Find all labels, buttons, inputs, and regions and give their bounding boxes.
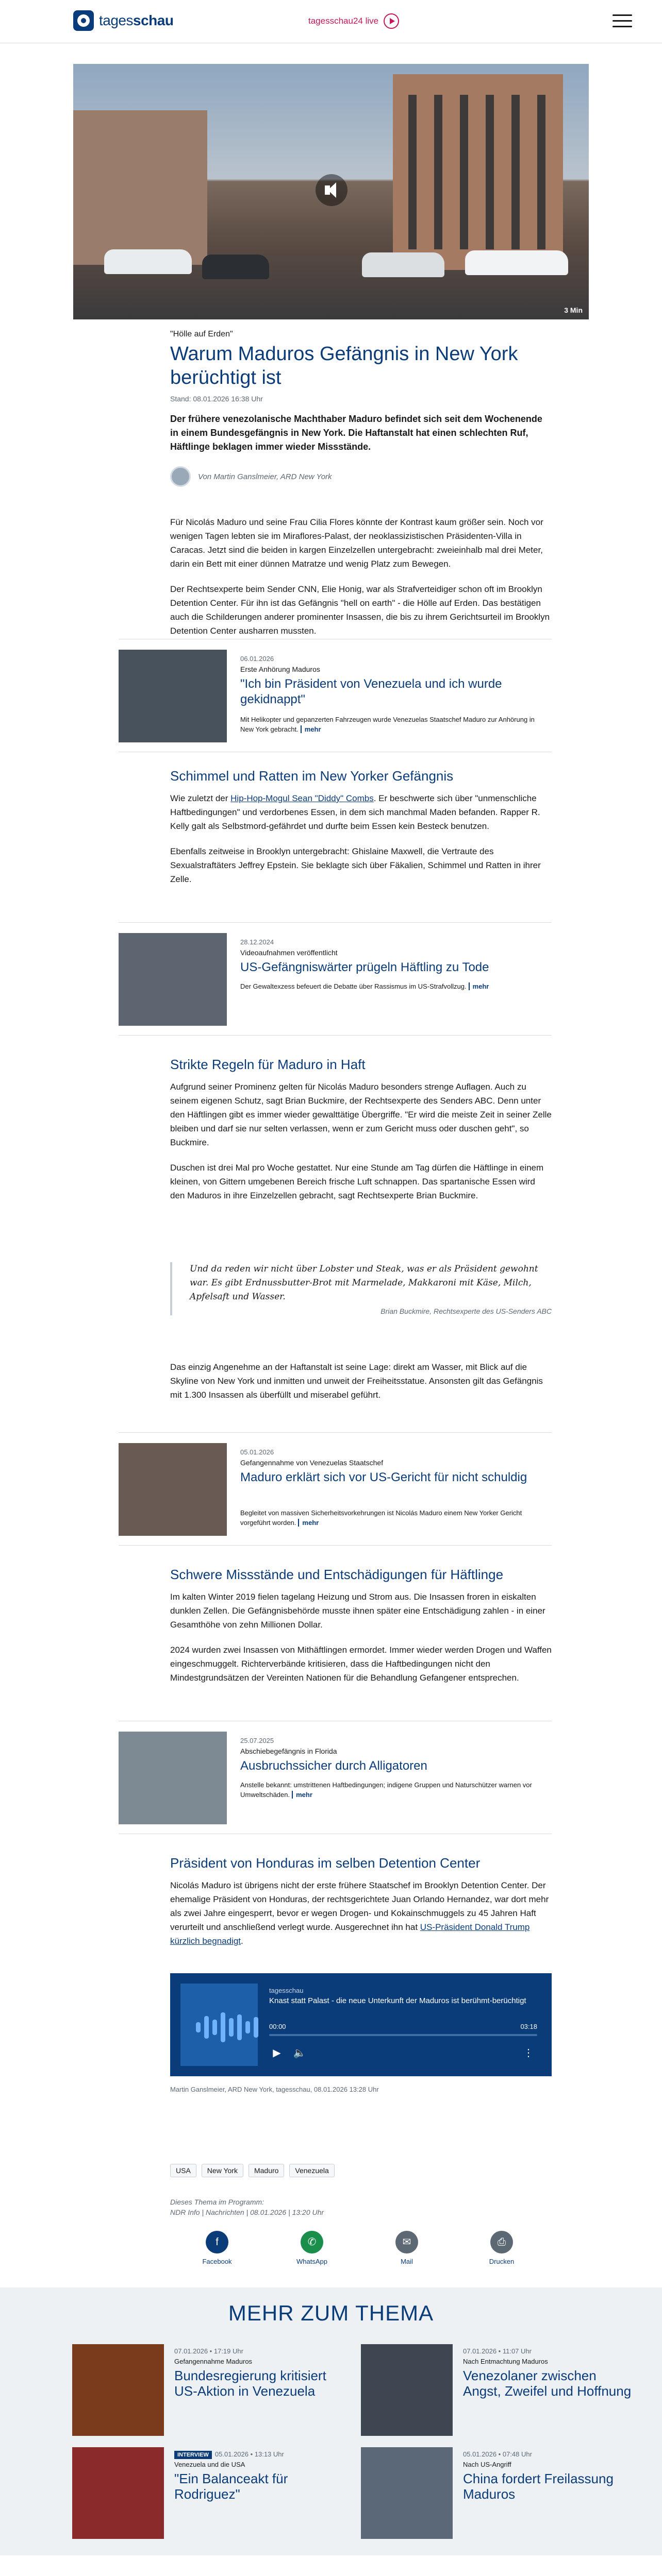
article-body-2 <box>170 768 552 886</box>
card-date: INTERVIEW 05.01.2026 • 13:13 Uhr <box>174 2450 284 2458</box>
article-body-5 <box>170 1566 552 1685</box>
inline-teaser[interactable] <box>119 1721 552 1834</box>
article-body-4 <box>170 1360 552 1402</box>
card-date: 05.01.2026 • 07:48 Uhr <box>463 2450 532 2458</box>
section-heading: Schimmel und Ratten im New Yorker Gefängnis <box>170 768 454 784</box>
play-icon <box>384 13 399 29</box>
teaser-kicker: Erste Anhörung Maduros <box>240 665 320 673</box>
print-icon: ⎙ <box>490 2231 513 2253</box>
waveform-icon <box>196 2012 258 2043</box>
tag-list <box>170 2164 335 2177</box>
teaser-title[interactable]: Maduro erklärt sich vor US-Gericht für nicht schuldig <box>240 1470 527 1484</box>
related-title: MEHR ZUM THEMA <box>228 2301 434 2325</box>
more-link[interactable]: mehr <box>298 1519 319 1527</box>
hero-video[interactable] <box>73 64 589 319</box>
teaser-date: 25.07.2025 <box>240 1737 274 1744</box>
logo-text: tagesschau <box>99 12 174 28</box>
teaser-date: 06.01.2026 <box>240 655 274 663</box>
card-title[interactable]: Venezolaner zwischen Angst, Zweifel und Hoffnung <box>463 2368 632 2399</box>
whatsapp-icon: ✆ <box>301 2231 323 2253</box>
site-header <box>0 0 662 43</box>
tag[interactable]: USA <box>170 2164 196 2177</box>
related-card[interactable] <box>72 2447 351 2540</box>
audio-caption: Martin Ganslmeier, ARD New York, tagesschau, 08.01.2026 13:28 Uhr <box>170 2086 379 2093</box>
paragraph: Für Nicolás Maduro und seine Frau Cilia Flores könnte der Kontrast kaum größer sein. Noch vor wenigen Tagen lebten sie im Miraflores-Palast, der neoklassizistischen Präsidenten-Villa in Caracas. Jetzt sind die beiden in kargen Einzelzellen untergebracht: zweieinhalb mal drei Meter, darin ein Bett mit einer dünnen Matratze und wenig Platz zum Bewegen. <box>170 517 543 569</box>
article-kicker: "Hölle auf Erden" <box>170 330 233 338</box>
paragraph: Ebenfalls zeitweise in Brooklyn untergebracht: Ghislaine Maxwell, die Vertraute des Sexualstraftäters Jeffrey Epstein. Sie beklagte sich über Fäkalien, Schimmel und Ratten in ihrer Zelle. <box>170 846 541 884</box>
card-kicker: Gefangennahme Maduros <box>174 2358 253 2365</box>
paragraph: Aufgrund seiner Prominenz gelten für Nicolás Maduro besonders strenge Auflagen. Auch zu seinem eigenen Schutz, sagt Brian Buckmire, der Rechtsexperte des Senders ABC. Denn unter den Häftlingen gibt es immer wieder gewalttätige Übergriffe. "Er wird die meiste Zeit in seiner Zelle bleiben und darf sie nur selten verlassen, wenn er zum Gericht muss oder duschen geht", so Buckmire. <box>170 1082 552 1147</box>
share-mail[interactable]: ✉ Mail <box>384 2231 430 2265</box>
article-date: Stand: 08.01.2026 16:38 Uhr <box>170 395 263 403</box>
teaser-date: 28.12.2024 <box>240 938 274 946</box>
teaser-image <box>119 1732 227 1824</box>
card-image <box>72 2344 164 2436</box>
more-link[interactable]: mehr <box>301 725 321 733</box>
card-image <box>361 2344 453 2436</box>
video-duration: 3 Min <box>564 306 583 314</box>
author-line <box>170 466 552 487</box>
more-options-icon[interactable]: ⋮ <box>523 2047 534 2059</box>
section-heading: Schwere Missstände und Entschädigungen für Häftlinge <box>170 1567 504 1582</box>
quote-source: Brian Buckmire, Rechtsexperte des US-Senders ABC <box>380 1307 552 1315</box>
audio-duration: 03:18 <box>520 2023 537 2030</box>
card-title[interactable]: Bundesregierung kritisiert US-Aktion in Venezuela <box>174 2368 326 2399</box>
teaser-kicker: Gefangennahme von Venezuelas Staatschef <box>240 1459 384 1467</box>
article-body-3 <box>170 1056 552 1202</box>
share-whatsapp[interactable]: ✆ WhatsApp <box>289 2231 335 2265</box>
audio-source: tagesschau <box>269 1987 304 1994</box>
audio-artwork <box>180 1984 258 2066</box>
author-name[interactable]: Von Martin Ganslmeier, ARD New York <box>198 472 332 481</box>
paragraph: 2024 wurden zwei Insassen von Mithäftlingen ermordet. Immer wieder werden Drogen und Waffen eingeschmuggelt. Richterverbände kritisieren, dass die Haftbedingungen nicht den Mindestgrundsätzen der Vereinten Nationen für die Behandlung Gefangener entsprechen. <box>170 1645 552 1683</box>
teaser-text: Der Gewaltexzess befeuert die Debatte über Rassismus im US-Strafvollzug. mehr <box>240 982 489 990</box>
audio-player <box>170 1973 552 2076</box>
program-detail: NDR Info | Nachrichten | 08.01.2026 | 13:20 Uhr <box>170 2208 324 2216</box>
section-heading: Präsident von Honduras im selben Detention Center <box>170 1855 481 1871</box>
more-link[interactable]: mehr <box>292 1791 312 1799</box>
program-info <box>170 2197 324 2217</box>
paragraph: Im kalten Winter 2019 fielen tagelang Heizung und Strom aus. Die Insassen froren in eiskalten dunklen Zellen. Die Gefängnisbehörde musste ihnen später eine Entschädigung zahlen - in einer Gesamthöhe von zehn Millionen Dollar. <box>170 1592 545 1630</box>
trump-link[interactable]: US-Präsident Donald Trump kürzlich begnadigt <box>170 1922 530 1946</box>
play-icon[interactable]: ▶ <box>273 2047 281 2059</box>
share-print[interactable]: ⎙ Drucken <box>478 2231 525 2265</box>
related-card[interactable] <box>361 2447 639 2540</box>
tag[interactable]: Maduro <box>249 2164 284 2177</box>
card-image <box>361 2447 453 2539</box>
article-title: Warum Maduros Gefängnis in New York berüchtigt ist <box>170 343 518 388</box>
teaser-image <box>119 650 227 742</box>
teaser-text: Anstelle bekannt: umstrittenen Haftbedingungen; indigene Gruppen und Naturschützer warnen vor Umweltschäden. mehr <box>240 1781 532 1799</box>
teaser-date: 05.01.2026 <box>240 1448 274 1456</box>
card-kicker: Venezuela und die USA <box>174 2461 245 2468</box>
paragraph: Der Rechtsexperte beim Sender CNN, Elie Honig, war als Strafverteidiger schon oft im Brooklyn Detention Center. Für ihn ist das Gefängnis "hell on earth" - die Hölle auf Erden. Das bestätigen auch die Schilderungen anderer prominenter Insassen, die bis zu ihrem Gerichtsurteil im Brooklyn Detention Center ausharren mussten. <box>170 584 550 636</box>
quote-text: Und da reden wir nicht über Lobster und Steak, was er als Präsident gewohnt war. Es gibt Erdnussbutter-Brot mit Marmelade, Makkaroni mit Käse, Milch, Apfelsaft und Wasser. <box>190 1264 538 1302</box>
inline-teaser[interactable] <box>119 639 552 752</box>
article-lead: Der frühere venezolanische Machthaber Maduro befindet sich seit dem Wochenende in einem Bundesgefängnis in New York. Die Haftanstalt hat einen schlechten Ruf, Häftlinge beklagen immer wieder Missstände. <box>170 414 542 452</box>
blockquote <box>170 1262 552 1315</box>
teaser-kicker: Abschiebegefängnis in Florida <box>240 1747 337 1755</box>
more-link[interactable]: mehr <box>469 982 489 990</box>
card-title[interactable]: China fordert Freilassung Maduros <box>463 2471 614 2502</box>
paragraph: Wie zuletzt der Hip-Hop-Mogul Sean "Diddy" Combs. Er beschwerte sich über "unmenschliche Haftbedingungen" und verdorbenes Essen, in dem sich manchmal Maden befanden. Rapper R. Kelly galt als Selbstmord-gefährdet und durfte beim Essen kein Besteck benutzen. <box>170 793 540 831</box>
burger-icon[interactable] <box>613 14 632 29</box>
author-avatar <box>170 466 191 487</box>
volume-icon[interactable]: 🔈 <box>293 2047 306 2059</box>
paragraph: Duschen ist drei Mal pro Woche gestattet. Nur eine Stunde am Tag dürfen die Häftlinge in einem kleinen, von Gittern umgebenen Bereich frische Luft schnappen. Das spartanische Essen wird den Maduros in ihre Einzelzellen gebracht, sagt Rechtsexperte Brian Buckmire. <box>170 1163 544 1200</box>
live-label: tagesschau24 live <box>308 16 379 26</box>
teaser-title[interactable]: US-Gefängniswärter prügeln Häftling zu Tode <box>240 960 489 974</box>
facebook-icon: f <box>206 2231 228 2253</box>
mute-icon[interactable] <box>316 174 347 206</box>
mail-icon: ✉ <box>395 2231 418 2253</box>
related-card[interactable] <box>361 2344 639 2437</box>
logo-mark-icon <box>73 10 94 31</box>
related-card[interactable] <box>72 2344 351 2437</box>
tag[interactable]: Venezuela <box>289 2164 334 2177</box>
teaser-text: Mit Helikopter und gepanzerten Fahrzeugen wurde Venezuelas Staatschef Maduro zur Anhörung in New York gebracht. mehr <box>240 716 535 733</box>
live-stream-link[interactable] <box>308 12 399 30</box>
section-heading: Strikte Regeln für Maduro in Haft <box>170 1057 366 1072</box>
card-date: 07.01.2026 • 17:19 Uhr <box>174 2347 243 2355</box>
share-facebook[interactable]: f Facebook <box>194 2231 240 2265</box>
card-title[interactable]: "Ein Balanceakt für Rodriguez" <box>174 2471 288 2502</box>
teaser-title[interactable]: "Ich bin Präsident von Venezuela und ich wurde gekidnappt" <box>240 677 502 706</box>
teaser-image <box>119 1443 227 1536</box>
article-body-6 <box>170 1855 552 1948</box>
inline-teaser[interactable] <box>119 1432 552 1546</box>
program-label: Dieses Thema im Programm: <box>170 2198 264 2206</box>
card-kicker: Nach US-Angriff <box>463 2461 511 2468</box>
teaser-image <box>119 933 227 1026</box>
interview-badge: INTERVIEW <box>174 2451 212 2459</box>
combs-link[interactable]: Hip-Hop-Mogul Sean "Diddy" Combs <box>230 793 374 803</box>
teaser-kicker: Videoaufnahmen veröffentlicht <box>240 948 338 957</box>
tagesschau-logo[interactable] <box>73 9 173 32</box>
card-kicker: Nach Entmachtung Maduros <box>463 2358 548 2365</box>
article-header <box>170 330 552 487</box>
paragraph: Das einzig Angenehme an der Haftanstalt ist seine Lage: direkt am Wasser, mit Blick auf die Skyline von New York und inmitten und unweit der Freiheitsstatue. Ansonsten gilt das Gefängnis mit 1.300 Insassen als überfüllt und miserabel geführt. <box>170 1362 543 1400</box>
audio-progress[interactable] <box>269 2034 537 2036</box>
tag[interactable]: New York <box>202 2164 243 2177</box>
teaser-text: Begleitet von massiven Sicherheitsvorkehrungen ist Nicolás Maduro einem New Yorker Gericht vorgeführt worden. mehr <box>240 1509 522 1527</box>
teaser-title[interactable]: Ausbruchssicher durch Alligatoren <box>240 1759 427 1773</box>
card-image <box>72 2447 164 2539</box>
paragraph: Nicolás Maduro ist übrigens nicht der erste frühere Staatschef im Brooklyn Detention Center. Der ehemalige Präsident von Honduras, der rechtsgerichtete Juan Orlando Hernandez, war dort mehr als zwei Jahre eingesperrt, bevor er wegen Drogen- und Kokainschmuggels zu 45 Jahren Haft verurteilt und anschließend verlegt wurde. Ausgerechnet ihn hat US-Präsident Donald Trump kürzlich begnadigt. <box>170 1880 549 1946</box>
audio-current-time: 00:00 <box>269 2023 286 2030</box>
article-body-1 <box>170 515 552 638</box>
inline-teaser[interactable] <box>119 922 552 1036</box>
card-date: 07.01.2026 • 11:07 Uhr <box>463 2347 532 2355</box>
audio-title: Knast statt Palast - die neue Unterkunft der Maduros ist berühmt-berüchtigt <box>269 1996 526 2005</box>
